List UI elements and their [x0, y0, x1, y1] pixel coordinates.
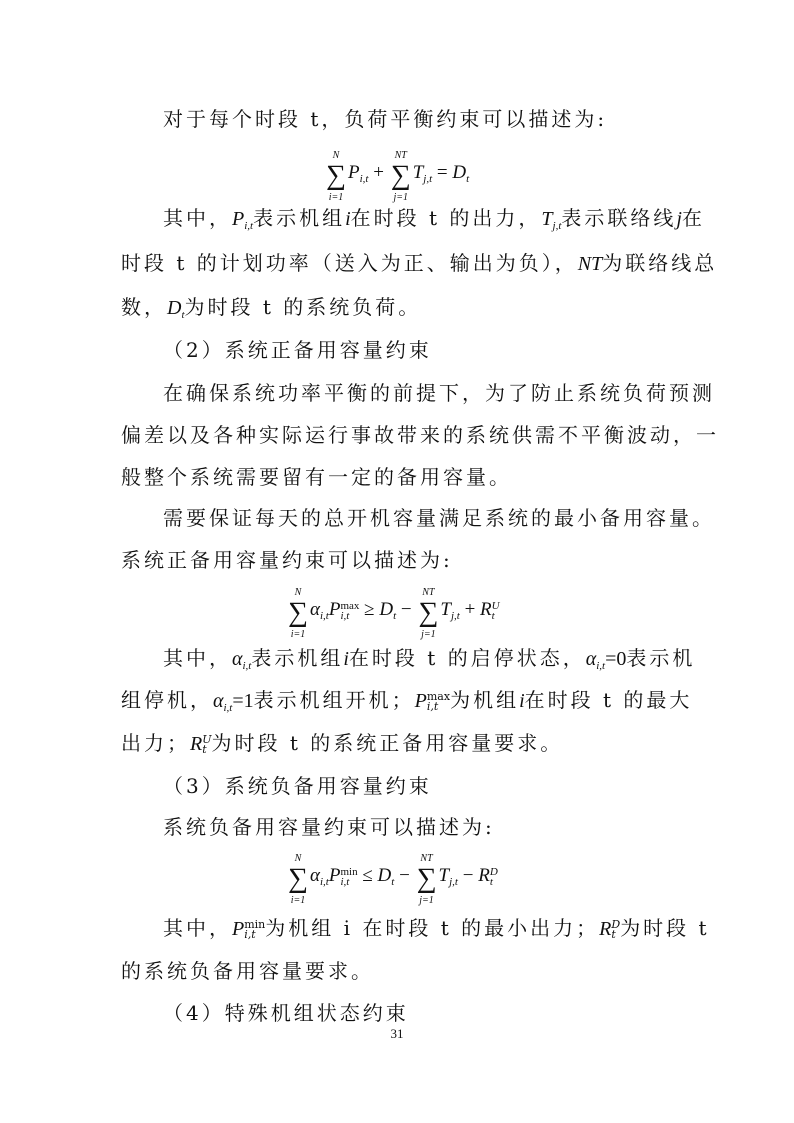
load-balance-equation: ∑ N i=1 $P_{i,t}$ + ∑ NT j=1 $T_{j,t} = D_t$ — [324, 146, 469, 200]
paragraph-line: 系统正备用容量约束可以描述为: — [121, 548, 453, 572]
page-number: 31 — [390, 1026, 404, 1041]
summation-symbol: ∑ N i=1 — [288, 853, 308, 906]
negative-reserve-equation: ∑ N i=1 $\alpha_{i,t}P$ min i,t ≤ $D_t$ − ∑ NT j=1 $T_{j,t} - R$ D t — [286, 849, 498, 903]
paragraph-line: 出力；R U t 为时段 t 的系统正备用容量要求。 — [121, 731, 564, 756]
paragraph-line: 其中，$P_{i,t}$表示机组i在时段 t 的出力，$T_{j,t}$表示联络线j在 — [163, 206, 705, 232]
paragraph-line: 的系统负备用容量要求。 — [121, 959, 374, 983]
paragraph-line: 其中，P min i,t 为机组 i 在时段 t 的最小出力；R D t 为时段 t — [163, 916, 710, 941]
paragraph-line: 时段 t 的计划功率（送入为正、输出为负），NT为联络线总 — [121, 251, 718, 275]
paragraph-line: 数，$D_t$为时段 t 的系统负荷。 — [121, 295, 422, 321]
section-heading: （3）系统负备用容量约束 — [163, 774, 432, 798]
summation-symbol: ∑ N i=1 — [288, 587, 308, 640]
section-heading: （4）特殊机组状态约束 — [163, 1001, 409, 1025]
summation-symbol: ∑ NT j=1 — [390, 150, 411, 203]
paragraph-line: 在确保系统功率平衡的前提下，为了防止系统负荷预测 — [163, 381, 715, 405]
paragraph-line: 偏差以及各种实际运行事故带来的系统供需不平衡波动，一 — [121, 423, 719, 447]
paragraph-line: 组停机，$\alpha_{i,t}=1$表示机组开机；P max i,t 为机组i在时段 t 的最大 — [121, 688, 693, 714]
paragraph-line: 系统负备用容量约束可以描述为: — [163, 815, 495, 839]
summation-symbol: ∑ NT j=1 — [416, 853, 437, 906]
positive-reserve-equation: ∑ N i=1 $\alpha_{i,t}P$ max i,t ≥ $D_t$ − ∑ NT j=1 $T_{j,t} + R$ U t — [286, 583, 500, 637]
section-heading: （2）系统正备用容量约束 — [163, 338, 432, 362]
summation-symbol: ∑ NT j=1 — [418, 587, 439, 640]
paragraph-line: 需要保证每天的总开机容量满足系统的最小备用容量。 — [163, 506, 715, 530]
paragraph-line: 其中，$\alpha_{i,t}$表示机组i在时段 t 的启停状态，$\alpha_{i,t}=0$表示机 — [163, 646, 696, 672]
paragraph-line: 般整个系统需要留有一定的备用容量。 — [121, 465, 512, 489]
summation-symbol: ∑ N i=1 — [326, 150, 346, 203]
intro-paragraph: 对于每个时段 t，负荷平衡约束可以描述为: — [163, 107, 608, 131]
